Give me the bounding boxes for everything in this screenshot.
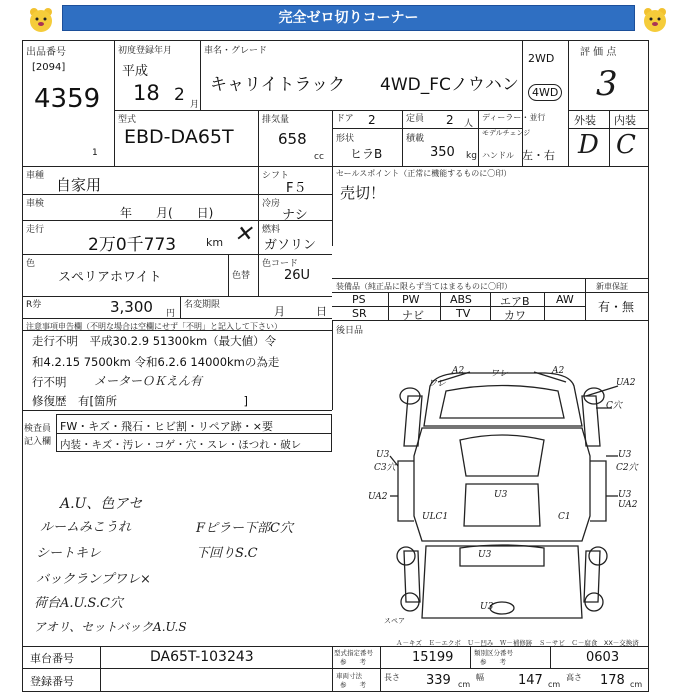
lot-mark: 1 <box>92 148 98 158</box>
model-label: 型式 <box>118 115 137 125</box>
tax-month: 月 <box>274 305 285 318</box>
usage-type-label: 車種 <box>26 171 45 181</box>
score-label: 評 価 点 <box>580 47 617 58</box>
km-unit: km <box>206 236 224 249</box>
notes-line3b: メーターＯＫえん有 <box>94 374 203 388</box>
sales-label: セールスポイント（正常に機能するものに〇印） <box>336 169 512 178</box>
load-label: 積載 <box>406 134 425 144</box>
reg-month: 2 <box>174 85 185 105</box>
approval-label: 型式指定番号 <box>334 649 373 657</box>
ac-label: 冷房 <box>262 199 281 209</box>
hand-note-3: シートキレ <box>36 546 101 561</box>
equip-pw: PW <box>402 293 420 306</box>
reg-year: 18 <box>133 81 160 105</box>
inspection-label: 車検 <box>26 199 45 209</box>
doors-label: ドア <box>336 114 354 124</box>
class-number: 0603 <box>586 650 620 665</box>
notes-line4: 修復歴 有[箇所 ] <box>32 394 248 408</box>
diagram-mark-u3-center: U3 <box>494 490 508 500</box>
damage-legend: Ａ－キズ Ｅ－エクボ Ｕ－凹み Ｗ－補修跡 Ｓ－サビ Ｃ－腐食 XX－交換済 <box>396 639 639 647</box>
warranty: 有・無 <box>598 300 635 314</box>
width-unit: cm <box>548 680 561 689</box>
mileage: 2万0千773 <box>88 235 177 255</box>
equip-tv: TV <box>456 307 471 320</box>
ac: ナシ <box>282 208 308 223</box>
equip-airbag: エアB <box>500 295 530 308</box>
width-label: 幅 <box>476 673 484 682</box>
month-unit: 月 <box>190 100 200 110</box>
color: スペリアホワイト <box>58 270 162 285</box>
diagram-mark-ua2-side-right: UA2 <box>618 500 638 510</box>
color-label: 色 <box>26 259 36 269</box>
mileage-label: 走行 <box>26 225 45 235</box>
recolor-label: 色替 <box>232 271 251 281</box>
hand-note-6: アオリ、セットバックA.U.S <box>34 620 187 634</box>
grade: 4WD_FCノウハン <box>380 75 519 95</box>
dim-label: 車両寸法 <box>336 672 362 680</box>
diagram-mark-ulc1: ULC1 <box>422 512 449 522</box>
diagram-mark-a2-left: A2 <box>452 366 465 376</box>
diagram-mark-u3-side-right: U3 <box>618 490 632 500</box>
length-label: 長さ <box>384 673 400 682</box>
shape: ヒラB <box>350 147 383 161</box>
post-install-label: 後日品 <box>336 326 364 336</box>
diagram-mark-c1: C1 <box>558 512 571 522</box>
diagram-mark-ua2-left: UA2 <box>368 492 388 502</box>
dim-ref: 参 考 <box>340 681 366 689</box>
drive-4wd: 4WD <box>528 84 562 101</box>
displacement: 658 <box>278 130 307 148</box>
chassis-number: DA65T-103243 <box>150 649 254 665</box>
page-banner: 完全ゼロ切りコーナー <box>62 5 635 31</box>
chassis-label: 車台番号 <box>30 652 74 665</box>
model: EBD-DA65T <box>124 126 234 148</box>
shift-label: シフト <box>262 171 290 181</box>
height: 178 <box>600 673 625 688</box>
diagram-mark-a2-right: A2 <box>552 366 565 376</box>
notes-line1: 走行不明 平成30.2.9 51300km（最大値）令 <box>32 334 277 348</box>
handle: 左・右 <box>522 149 555 162</box>
equip-navi: ナビ <box>402 309 424 322</box>
kg-unit: kg <box>466 151 477 161</box>
person-unit: 人 <box>464 119 474 129</box>
fuel: ガソリン <box>264 238 317 253</box>
name-label: 車名・グレード <box>204 46 268 56</box>
capacity-label: 定員 <box>406 114 425 124</box>
model-change-label: モデルチェンジ <box>482 129 531 137</box>
equip-abs: ABS <box>450 293 472 306</box>
length: 339 <box>426 673 451 688</box>
equip-ps: PS <box>352 293 366 306</box>
diagram-mark-u3-bed: U3 <box>478 550 492 560</box>
lot-label: 出品番号 <box>26 47 66 58</box>
notes-line2: 和4.2.15 7500km 令和6.2.6 14000kmの為走 <box>32 355 280 369</box>
inspector-row1: FW・キズ・飛石・ヒビ割・リペア跡・×要 <box>60 420 273 433</box>
diagram-mark-u3-right: U3 <box>618 450 632 460</box>
diagram-mark-c3-left: C3穴 <box>374 463 396 473</box>
doors: 2 <box>368 113 376 127</box>
sales-text: 売切！ <box>340 184 386 202</box>
hand-note-4: バックランプワレ× <box>36 572 151 587</box>
diagram-mark-c-hole-top-right: C穴 <box>606 401 622 411</box>
inspector-label-a: 検査員 <box>24 424 52 434</box>
r-amount: 3,300 <box>110 298 153 316</box>
hand-note-7: Fピラー下部C穴 <box>196 521 293 536</box>
approval-number: 15199 <box>412 650 454 665</box>
inspector-label-b: 記入欄 <box>24 437 52 447</box>
length-unit: cm <box>458 680 471 689</box>
color-code-label: 色コード <box>262 259 299 269</box>
approval-ref: 参 考 <box>340 658 366 666</box>
inspection: 年 月( 日) <box>120 206 214 220</box>
capacity: 2 <box>446 113 454 127</box>
mascot-left-icon <box>26 6 56 34</box>
hand-note-2: ルームみこうれ <box>40 520 132 535</box>
warranty-label: 新車保証 <box>596 282 628 291</box>
height-label: 高さ <box>566 673 582 682</box>
spare-label: スペア <box>384 617 405 625</box>
load: 350 <box>430 145 455 160</box>
exterior-grade: D <box>578 130 599 160</box>
interior-label: 内装 <box>614 114 636 127</box>
r-label: R券 <box>26 300 42 310</box>
dealer-label: ディーラー・並行 <box>482 113 546 122</box>
equip-aw: AW <box>556 293 574 306</box>
era: 平成 <box>122 64 149 79</box>
notes-label: 注意事項申告欄（不明な場合は空欄にせず「不明」と記入して下さい） <box>26 322 282 331</box>
fuel-label: 燃料 <box>262 225 281 235</box>
mascot-right-icon <box>640 6 670 34</box>
diagram-mark-crack-top: ワレ <box>490 369 509 379</box>
first-reg-label: 初度登録年月 <box>118 46 173 56</box>
yen-unit: 円 <box>166 309 176 319</box>
hand-note-1: A.U、色アセ <box>60 496 143 512</box>
cc-unit: cc <box>314 152 324 162</box>
drive-2wd: 2WD <box>528 52 555 65</box>
lot-code: [2094] <box>32 62 66 73</box>
hand-note-5: 荷台A.U.S.C穴 <box>34 596 123 611</box>
displacement-label: 排気量 <box>262 115 290 125</box>
class-label: 類別区分番号 <box>474 649 513 657</box>
hand-note-8: 下回りS.C <box>196 546 258 561</box>
class-ref: 参 考 <box>480 658 506 666</box>
interior-grade: C <box>616 130 636 160</box>
equipment-label: 装備品（純正品に限らず当てはまるものに〇印） <box>336 282 512 291</box>
mileage-mark: ✕ <box>234 222 253 247</box>
exterior-label: 外装 <box>574 114 596 127</box>
width: 147 <box>518 673 543 688</box>
usage-type: 自家用 <box>56 176 102 194</box>
shift: F５ <box>286 181 307 196</box>
height-unit: cm <box>630 680 643 689</box>
equip-leather: カワ <box>504 309 526 322</box>
reg-number-label: 登録番号 <box>30 675 74 688</box>
shape-label: 形状 <box>336 134 355 144</box>
tax-day: 日 <box>316 305 327 318</box>
diagram-mark-u3-rear: U3 <box>480 602 494 612</box>
lot-number: 4359 <box>34 84 101 114</box>
tax-label: 名変期限 <box>184 300 221 310</box>
handle-label: ハンドル <box>482 151 514 160</box>
diagram-mark-u3-left: U3 <box>376 450 390 460</box>
inspector-row2: 内装・キズ・汚レ・コゲ・穴・スレ・ほつれ・破レ <box>60 439 302 451</box>
equip-sr: SR <box>352 307 367 320</box>
diagram-mark-ua2-top-right: UA2 <box>616 378 636 388</box>
diagram-mark-c2-right: C2穴 <box>616 463 638 473</box>
diagram-mark-crack-left: ワレ <box>428 379 447 389</box>
score: 3 <box>596 64 618 104</box>
car-name: キャリイトラック <box>210 75 346 95</box>
color-code: 26U <box>284 268 311 283</box>
notes-line3a: 行不明 <box>32 375 67 389</box>
